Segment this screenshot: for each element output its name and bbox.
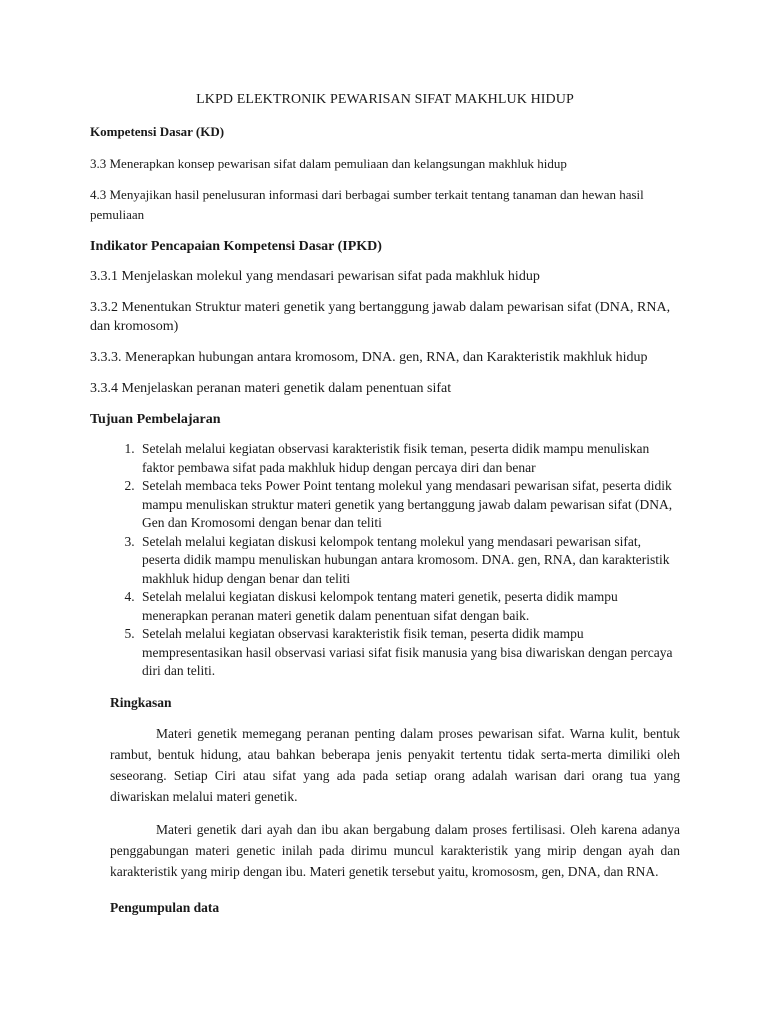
tujuan-list: [90, 440, 680, 681]
ringkasan-paragraph: Materi genetik memegang peranan penting dalam proses pewarisan sifat. Warna kulit, bentuk rambut, bentuk hidung, atau bahkan beberapa jenis penyakit tertentu tidak serta-merta dimiliki oleh seseorang. Setiap Ciri atau sifat yang ada pada setiap orang adalah warisan dari orang tua yang diwariskan melalui materi genetik.: [110, 725, 680, 804]
ipkd-item: 3.3.1 Menjelaskan molekul yang mendasari pewarisan sifat pada makhluk hidup: [90, 269, 540, 284]
ringkasan-paragraph: Materi genetik dari ayah dan ibu akan bergabung dalam proses fertilisasi. Oleh karena adanya penggabungan materi genetic inilah pada dirimu muncul karakteristik yang mirip dengan ayah dan karakteristik yang mirip dengan ibu. Materi genetik tersebut yaitu, kromososm, gen, DNA, dan RNA.: [110, 821, 680, 879]
pengumpulan-heading: Pengumpulan data: [110, 899, 220, 915]
list-item: 1. Setelah melalui kegiatan observasi karakteristik fisik teman, peserta didik mampu menuliskan faktor pembawa sifat pada makhluk hidup dengan percaya diri dan benar: [138, 440, 680, 477]
list-item: 3. Setelah melalui kegiatan diskusi kelompok tentang molekul yang mendasari pewarisan sifat, peserta didik mampu menuliskan hubungan antara kromosom. DNA. gen, RNA, dan karakteristik makhluk hidup dengan benar dan teliti: [138, 533, 680, 589]
list-item: 2. Setelah membaca teks Power Point tentang molekul yang mendasari pewarisan sifat, peserta didik mampu menuliskan struktur materi genetik yang bertanggung jawab dalam pewarisan sifat (DNA, Gen dan Kromosomi dengan benar dan teliti: [138, 477, 680, 533]
ipkd-heading: Indikator Pencapaian Kompetensi Dasar (IPKD): [90, 239, 382, 254]
list-item: 4. Setelah melalui kegiatan diskusi kelompok tentang materi genetik, peserta didik mampu menerapkan peranan materi genetik dalam penentuan sifat dengan baik.: [138, 588, 680, 625]
kd-item: 3.3 Menerapkan konsep pewarisan sifat dalam pemuliaan dan kelangsungan makhluk hidup: [90, 156, 567, 171]
kd-heading: Kompetensi Dasar (KD): [90, 124, 225, 139]
list-item: 5. Setelah melalui kegiatan observasi karakteristik fisik teman, peserta didik mampu mempresentasikan hasil observasi variasi sifat fisik manusia yang bisa diwariskan dengan percaya diri dan teliti.: [138, 625, 680, 681]
ipkd-item: 3.3.4 Menjelaskan peranan materi genetik dalam penentuan sifat: [90, 381, 452, 396]
ipkd-item: 3.3.2 Menentukan Struktur materi genetik yang bertanggung jawab dalam pewarisan sifat (DNA, RNA, dan kromosom): [90, 300, 671, 334]
ipkd-item: 3.3.3. Menerapkan hubungan antara kromosom, DNA. gen, RNA, dan Karakteristik makhluk hidup: [90, 350, 648, 365]
document-title: LKPD ELEKTRONIK PEWARISAN SIFAT MAKHLUK HIDUP: [196, 92, 574, 107]
tujuan-heading: Tujuan Pembelajaran: [90, 412, 221, 427]
ringkasan-heading: Ringkasan: [110, 694, 172, 710]
kd-item: 4.3 Menyajikan hasil penelusuran informasi dari berbagai sumber terkait tentang tanaman dan hewan hasil pemuliaan: [90, 187, 644, 222]
